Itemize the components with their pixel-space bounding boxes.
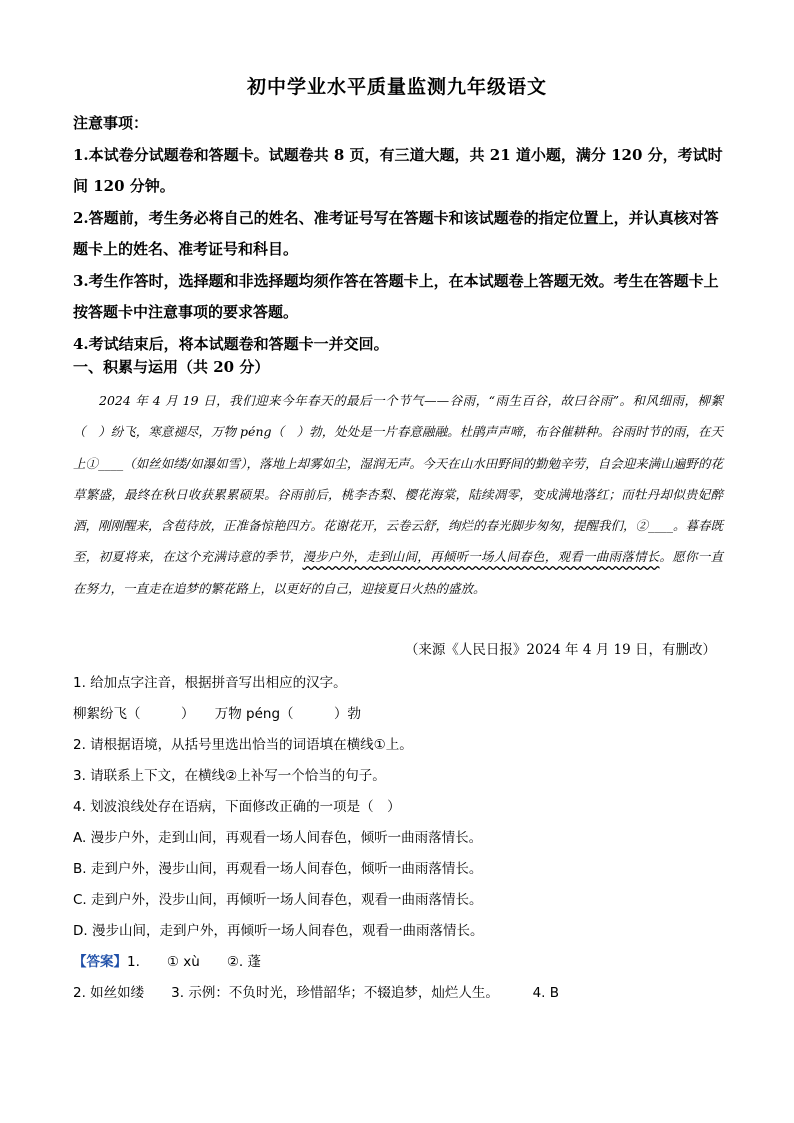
option-c: C. 走到户外，没步山间，再倾听一场人间春色，观看一曲雨落情长。 <box>73 892 483 908</box>
question-1-items: 柳絮纷飞（ ） 万物 péng（ ）勃 <box>73 706 362 722</box>
option-b: B. 走到户外，漫步山间，再观看一场人间春色，倾听一曲雨落情长。 <box>73 861 483 877</box>
exam-notes <box>73 108 723 360</box>
reading-passage <box>73 385 723 604</box>
option-a: A. 漫步户外，走到山间，再观看一场人间春色，倾听一曲雨落情长。 <box>73 830 483 846</box>
notes-item-4: 4.考试结束后，将本试题卷和答题卡一并交回。 <box>73 334 389 353</box>
answer-line-1 <box>73 947 723 978</box>
passage-wavy-underline: 漫步户外，走到山间，再倾听一场人间春色，观看一曲雨落情长 <box>302 549 660 565</box>
passage-text-part2: 。愿你一直在努力，一直走在追梦的繁花路上，以更好的自己，迎接夏日火热的盛放。 <box>73 549 723 596</box>
page-title: 初中学业水平质量监测九年级语文 <box>246 76 547 98</box>
passage-source: （来源《人民日报》2024 年 4 月 19 日，有删改） <box>404 642 716 658</box>
notes-heading: 注意事项： <box>73 114 149 132</box>
question-2: 2. 请根据语境，从括号里选出恰当的词语填在横线①上。 <box>73 737 413 753</box>
question-4: 4. 划波浪线处存在语病，下面修改正确的一项是（ ） <box>73 799 401 815</box>
answer-tag: 【答案】 <box>73 954 127 970</box>
answer-text-1: 1. ① xù ②. 蓬 <box>127 954 262 970</box>
question-1: 1. 给加点字注音，根据拼音写出相应的汉字。 <box>73 675 347 691</box>
question-3: 3. 请联系上下文，在横线②上补写一个恰当的句子。 <box>73 768 386 784</box>
section-heading: 一、积累与运用（共 20 分） <box>73 358 270 376</box>
option-d: D. 漫步山间，走到户外，再倾听一场人间春色，观看一曲雨落情长。 <box>73 923 484 939</box>
notes-item-2: 2.答题前，考生务必将自己的姓名、准考证号写在答题卡和该试题卷的指定位置上，并认真核对答题卡上的姓名、准考证号和科目。 <box>73 208 719 258</box>
notes-item-1: 1.本试卷分试题卷和答题卡。试题卷共 8 页，有三道大题，共 21 道小题，满分 120 分，考试时间 120 分钟。 <box>73 145 723 195</box>
answer-line-2: 2. 如丝如缕 3. 示例：不负时光，珍惜韶华；不辍追梦，灿烂人生。 4. B <box>73 985 560 1001</box>
questions <box>73 668 723 1009</box>
passage-text-part1: 2024 年 4 月 19 日，我们迎来今年春天的最后一个节气——谷雨，“雨生百谷，故曰谷雨”。和风细雨，柳絮（ ）纷飞，寒意褪尽，万物 péng（ ）勃，处处是一片春意融融。杜鹃声声啼，布谷催耕种。谷雨时节的雨，在天上①____（如丝如缕/如瀑如雪），落地上却雾如尘，湿润无声。今天在山水田野间的勤勉辛劳，自会迎来满山遍野的花草繁盛，最终在秋日收获累累硕果。谷雨前后，桃李杏梨、樱花海棠，陆续凋零，变成满地落红；而牡丹却似贵妃醉酒，刚刚醒来，含苞待放，正准备惊艳四方。花谢花开，云卷云舒，绚烂的春光脚步匆匆，提醒我们，②____。暮春既至，初夏将来，在这个充满诗意的季节， <box>73 393 724 565</box>
notes-item-3: 3.考生作答时，选择题和非选择题均须作答在答题卡上，在本试题卷上答题无效。考生在答题卡上按答题卡中注意事项的要求答题。 <box>73 271 719 321</box>
